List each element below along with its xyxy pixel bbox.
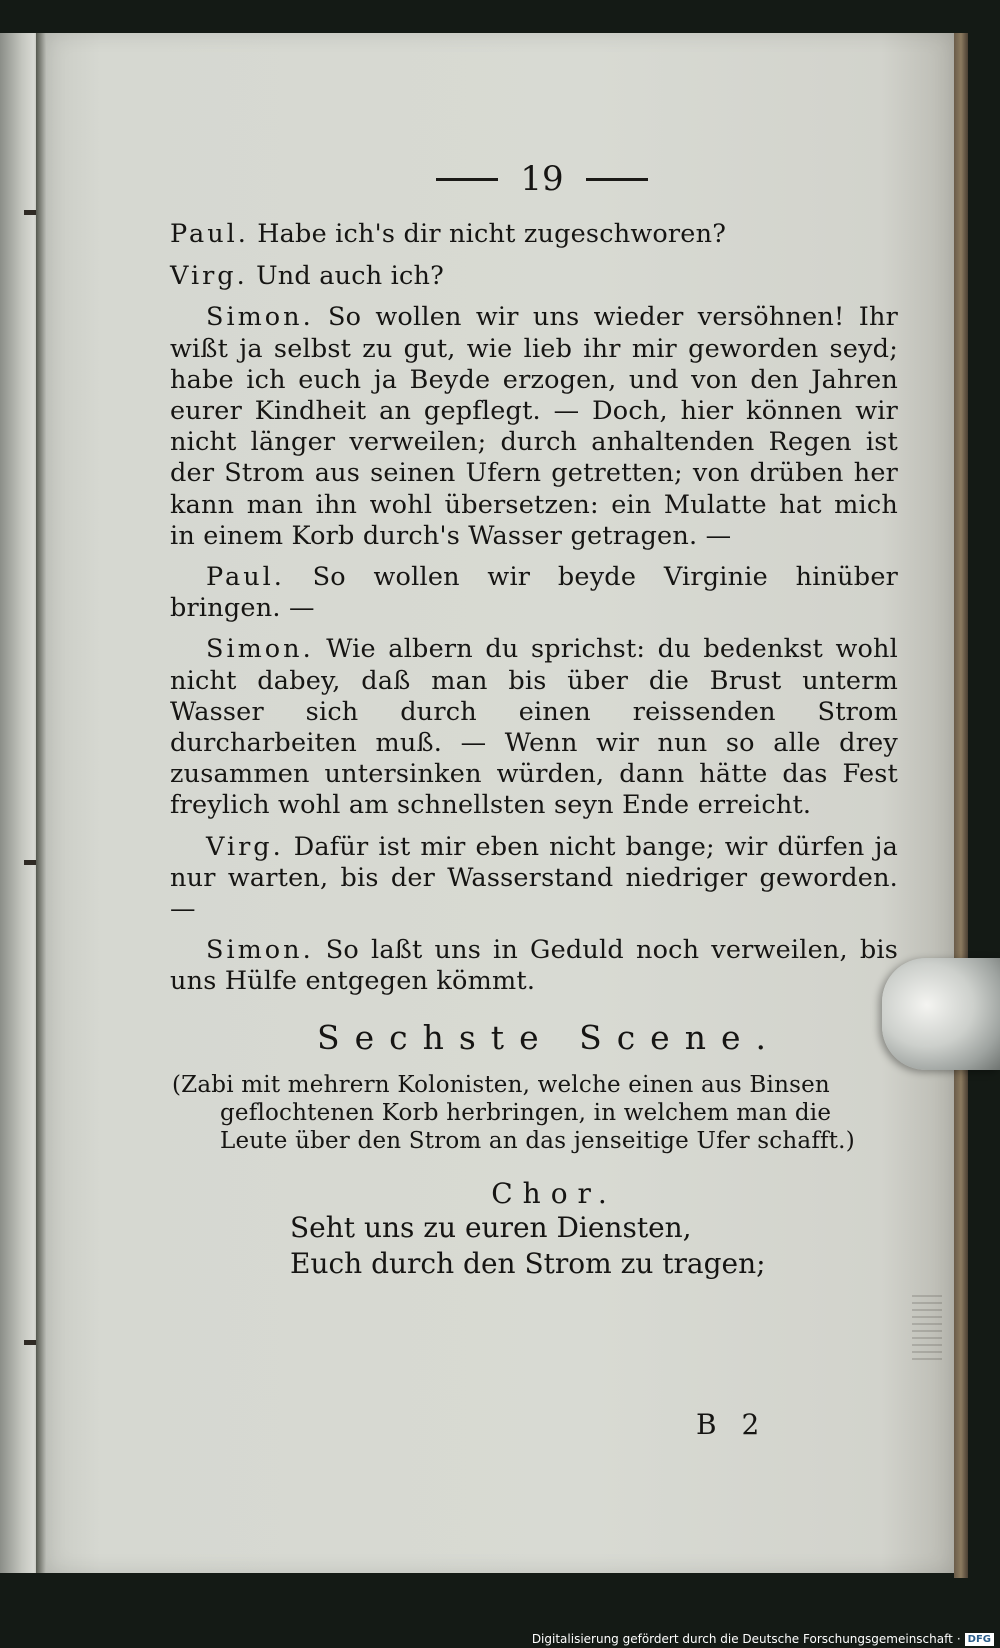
- verse-line: Euch durch den Strom zu tragen;: [290, 1246, 766, 1280]
- book-gutter: [36, 33, 46, 1573]
- speaker-name: Virg.: [170, 261, 248, 292]
- speech-text: Und auch ich?: [256, 261, 444, 292]
- scene-heading: Sechste Scene.: [317, 1017, 781, 1057]
- page-header: [186, 150, 898, 208]
- dialogue-paragraph: [170, 562, 898, 624]
- page-text-block: [170, 150, 898, 1282]
- binding-thread-mark: [24, 860, 36, 865]
- dialogue-line: [170, 219, 898, 250]
- page-holder-clip: [882, 958, 1000, 1070]
- dfg-logo-icon: DFG: [965, 1633, 994, 1646]
- digitization-credit: Digitalisierung gefördert durch die Deutsche Forschungsgemeinschaft · DFG: [532, 1632, 994, 1646]
- verse-line: Seht uns zu euren Diensten,: [290, 1210, 692, 1244]
- binding-thread-mark: [24, 1340, 36, 1345]
- bleed-through-marks: [912, 1290, 942, 1360]
- dialogue-paragraph: [170, 634, 898, 821]
- speech-text: Wie albern du sprichst: du bedenkst wohl nicht dabey, daß man bis über die Brust unterm Wasser sich durch einen reissenden Strom durcharbeiten muß. — Wenn wir nun so alle drey zusammen untersinken würden, dann hätte das Fest freylich wohl am schnellsten seyn Ende erreicht.: [170, 634, 898, 821]
- speaker-name: Simon.: [206, 935, 314, 966]
- stage-direction: (Zabi mit mehrern Kolonisten, welche einen aus Binsen geflochtenen Korb herbringen, in welchem man die Leute über den Strom an das jenseitige Ufer schafft.): [172, 1071, 855, 1154]
- signature-catchword: B 2: [696, 1408, 768, 1441]
- speaker-name: Virg.: [206, 831, 284, 862]
- speech-text: Dafür ist mir eben nicht bange; wir dürfen ja nur warten, bis der Wasserstand niedriger geworden. —: [170, 831, 898, 925]
- speech-text: So wollen wir beyde Virginie hinüber bringen. —: [170, 562, 898, 624]
- header-rule-right: [586, 178, 648, 181]
- speech-text: So laßt uns in Geduld noch verweilen, bis uns Hülfe entgegen kömmt.: [170, 935, 898, 997]
- dialogue-line: [170, 261, 898, 292]
- dialogue-paragraph: [170, 935, 898, 997]
- header-rule-left: [436, 178, 498, 181]
- dialogue-paragraph: [170, 302, 898, 552]
- credit-text: Digitalisierung gefördert durch die Deutsche Forschungsgemeinschaft: [531, 1632, 953, 1646]
- speaker-name: Paul.: [206, 562, 285, 593]
- speaker-name: Paul.: [170, 219, 249, 249]
- speaker-name: Simon.: [206, 302, 314, 333]
- binding-thread-mark: [24, 210, 36, 215]
- speech-text: Habe ich's dir nicht zugeschworen?: [257, 219, 727, 249]
- speech-text: So wollen wir uns wieder versöhnen! Ihr wißt ja selbst zu gut, wie lieb ihr mir geworden seyd; habe ich euch ja Beyde erzogen, und von den Jahren eurer Kindheit an gepflegt. — Doch, hier können wir nicht länger verweilen; durch anhaltenden Regen ist der Strom aus seinen Ufern getretten; von drüben her kann man ihn wohl übersetzen: ein Mulatte hat mich in einem Korb durch's Wasser getragen. —: [170, 302, 898, 551]
- speaker-name: Simon.: [206, 634, 314, 665]
- dialogue-paragraph: [170, 832, 898, 926]
- chorus-heading: Chor.: [491, 1176, 617, 1210]
- page-number: 19: [520, 159, 564, 199]
- page-fore-edge: [954, 33, 968, 1578]
